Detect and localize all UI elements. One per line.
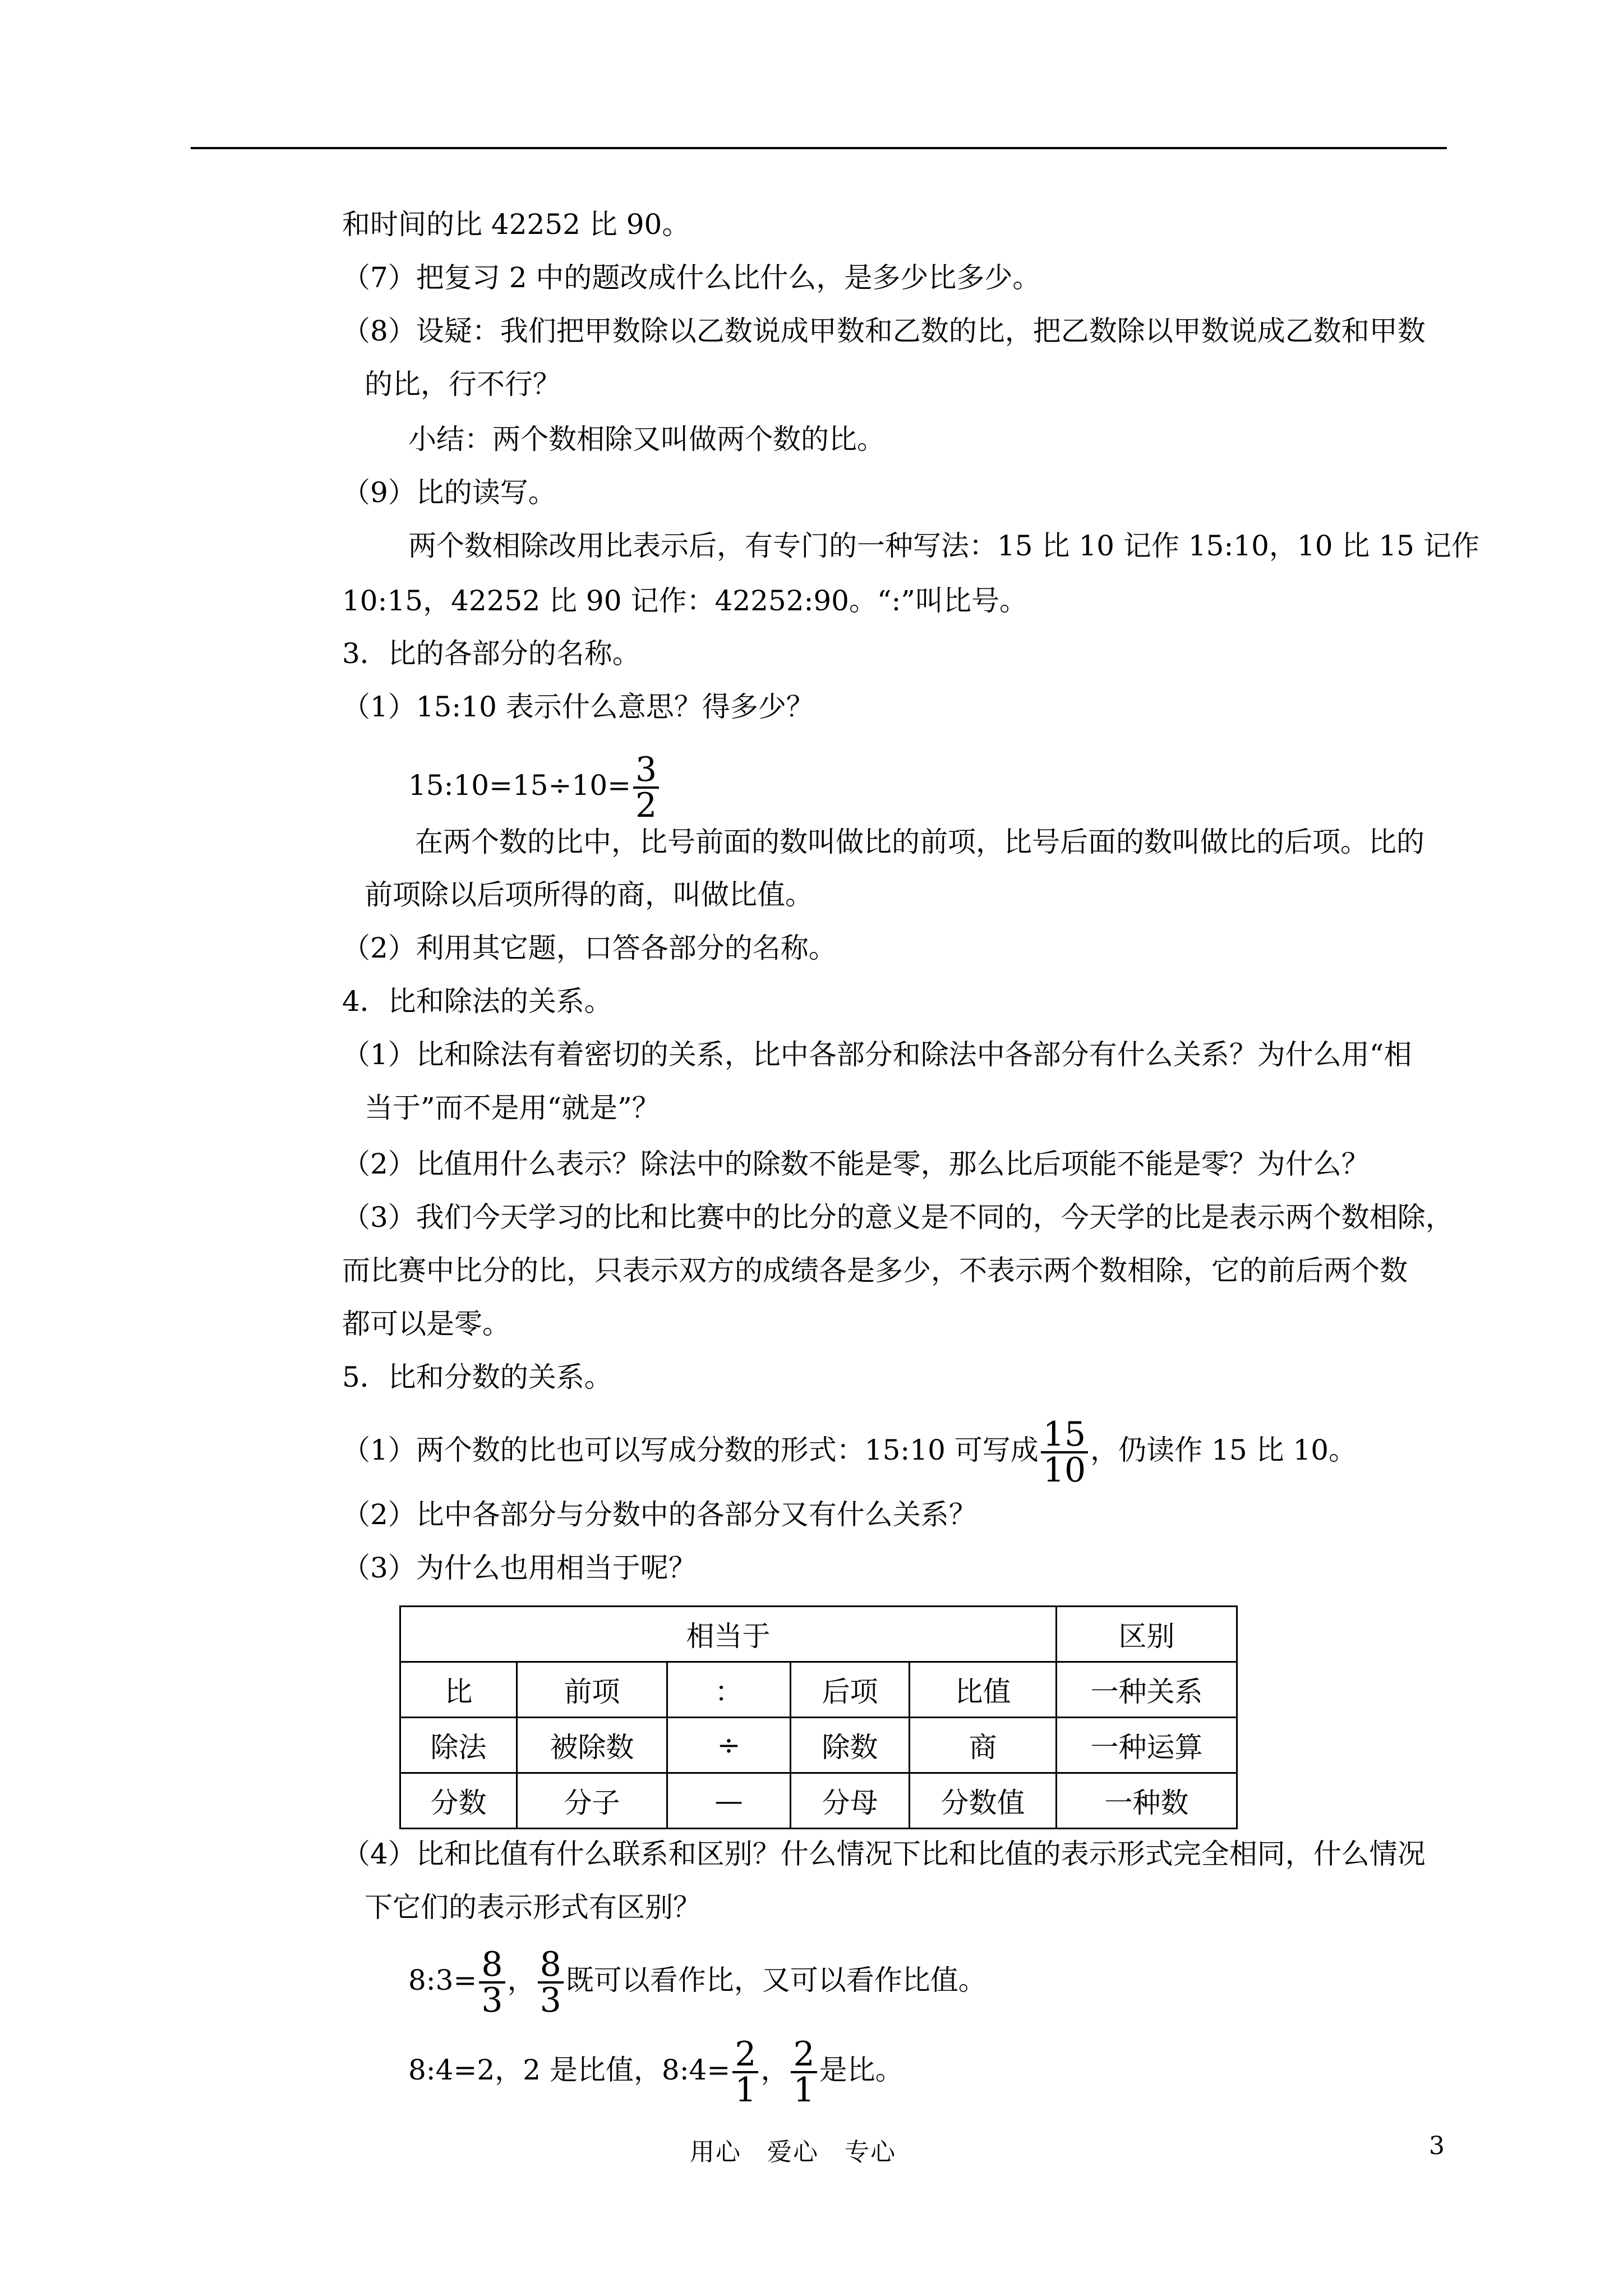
text-line: （1）15:10 表示什么意思？得多少？ xyxy=(342,691,814,723)
formula-line xyxy=(408,1944,986,2020)
formula-text: （1）两个数的比也可以写成分数的形式：15:10 可写成 xyxy=(342,1434,1039,1466)
table-cell: — xyxy=(667,1773,791,1829)
table-cell: 分数 xyxy=(400,1773,517,1829)
formula-text: ，仍读作 15 比 10。 xyxy=(1090,1434,1357,1466)
text-line: （9）比的读写。 xyxy=(342,476,556,509)
table-cell: 被除数 xyxy=(517,1718,667,1773)
denominator: 2 xyxy=(635,786,657,825)
formula-text: 既可以看作比，又可以看作比值。 xyxy=(565,1964,986,1996)
table-cell: 一种运算 xyxy=(1057,1718,1237,1773)
formula-text: 8:3= xyxy=(408,1964,477,1996)
text-line: （1）比和除法有着密切的关系，比中各部分和除法中各部分有什么关系？为什么用“相 xyxy=(342,1038,1412,1071)
table-row xyxy=(400,1718,1237,1773)
table-cell: ÷ xyxy=(667,1718,791,1773)
fraction xyxy=(633,750,659,825)
formula-line xyxy=(342,1414,1357,1490)
section-heading: 4．比和除法的关系。 xyxy=(342,985,612,1018)
fraction xyxy=(538,1945,564,2020)
table-cell: 一种数 xyxy=(1057,1773,1237,1829)
text-line: （8）设疑：我们把甲数除以乙数说成甲数和乙数的比，把乙数除以甲数说成乙数和甲数 xyxy=(342,315,1426,347)
text-line: 小结：两个数相除又叫做两个数的比。 xyxy=(408,423,885,455)
formula-text: 15:10=15÷10= xyxy=(408,769,631,802)
table-cell: 比值 xyxy=(910,1662,1057,1718)
text-line: 10:15，42252 比 90 记作：42252:90。“:”叫比号。 xyxy=(342,585,1027,617)
denominator: 1 xyxy=(735,2070,757,2110)
denominator: 3 xyxy=(481,1981,503,2020)
comparison-table xyxy=(399,1605,1238,1829)
numerator: 3 xyxy=(633,753,659,789)
table-cell: 商 xyxy=(910,1718,1057,1773)
numerator: 8 xyxy=(479,1948,505,1984)
table-cell: 分数值 xyxy=(910,1773,1057,1829)
formula-line xyxy=(408,750,661,825)
denominator: 3 xyxy=(540,1981,561,2020)
table-row xyxy=(400,1662,1237,1718)
text-line: （2）比值用什么表示？除法中的除数不能是零，那么比后项能不能是零？为什么？ xyxy=(342,1148,1370,1180)
table-header-row xyxy=(400,1607,1237,1662)
fraction xyxy=(732,2035,758,2110)
formula-line xyxy=(408,2033,903,2110)
formula-text: ， xyxy=(760,2054,789,2086)
page-number: 3 xyxy=(1429,2132,1445,2160)
text-line: 下它们的表示形式有区别？ xyxy=(365,1891,701,1924)
text-line: （2）比中各部分与分数中的各部分又有什么关系？ xyxy=(342,1498,977,1531)
numerator: 2 xyxy=(732,2037,758,2073)
denominator: 10 xyxy=(1043,1451,1086,1490)
text-line: 当于”而不是用“就是”？ xyxy=(365,1092,660,1124)
text-line: （2）利用其它题，口答各部分的名称。 xyxy=(342,932,837,964)
denominator: 1 xyxy=(793,2070,815,2110)
text-line: 前项除以后项所得的商，叫做比值。 xyxy=(365,878,813,911)
text-line: 都可以是零。 xyxy=(342,1308,510,1340)
table-cell: 除数 xyxy=(791,1718,910,1773)
text-line: 和时间的比 42252 比 90。 xyxy=(342,208,690,241)
formula-text: ， xyxy=(507,1964,536,1996)
text-line: 而比赛中比分的比，只表示双方的成绩各是多少，不表示两个数相除，它的前后两个数 xyxy=(342,1254,1408,1287)
table-cell: 比 xyxy=(400,1662,517,1718)
formula-text: 是比。 xyxy=(819,2054,903,2086)
text-line: （4）比和比值有什么联系和区别？什么情况下比和比值的表示形式完全相同，什么情况 xyxy=(342,1838,1426,1870)
formula-text: 8:4=2，2 是比值，8:4= xyxy=(408,2054,731,2086)
table-cell: 除法 xyxy=(400,1718,517,1773)
fraction xyxy=(1041,1415,1088,1490)
text-line: 两个数相除改用比表示后，有专门的一种写法：15 比 10 记作 15:10，10 比 15 记作 xyxy=(408,530,1479,562)
numerator: 2 xyxy=(791,2037,817,2073)
header-rule xyxy=(191,147,1447,149)
text-line: 在两个数的比中，比号前面的数叫做比的前项，比号后面的数叫做比的后项。比的 xyxy=(415,826,1424,858)
text-line: （3）为什么也用相当于呢？ xyxy=(342,1552,697,1584)
text-line: （3）我们今天学习的比和比赛中的比分的意义是不同的，今天学的比是表示两个数相除， xyxy=(342,1201,1454,1234)
footer-motto: 用心 爱心 专心 xyxy=(690,2138,896,2166)
section-heading: 5．比和分数的关系。 xyxy=(342,1361,612,1393)
table-header-equivalent: 相当于 xyxy=(400,1607,1057,1662)
text-line: （7）把复习 2 中的题改成什么比什么，是多少比多少。 xyxy=(342,261,1041,294)
table-cell: ： xyxy=(667,1662,791,1718)
section-heading: 3．比的各部分的名称。 xyxy=(342,637,640,670)
fraction xyxy=(479,1945,505,2020)
table-cell: 后项 xyxy=(791,1662,910,1718)
table-cell: 一种关系 xyxy=(1057,1662,1237,1718)
table-cell: 分母 xyxy=(791,1773,910,1829)
table-row xyxy=(400,1773,1237,1829)
table-header-difference: 区别 xyxy=(1057,1607,1237,1662)
fraction xyxy=(791,2035,817,2110)
numerator: 15 xyxy=(1041,1418,1088,1453)
text-line: 的比，行不行？ xyxy=(365,368,561,401)
table-cell: 前项 xyxy=(517,1662,667,1718)
numerator: 8 xyxy=(538,1948,564,1984)
table-cell: 分子 xyxy=(517,1773,667,1829)
